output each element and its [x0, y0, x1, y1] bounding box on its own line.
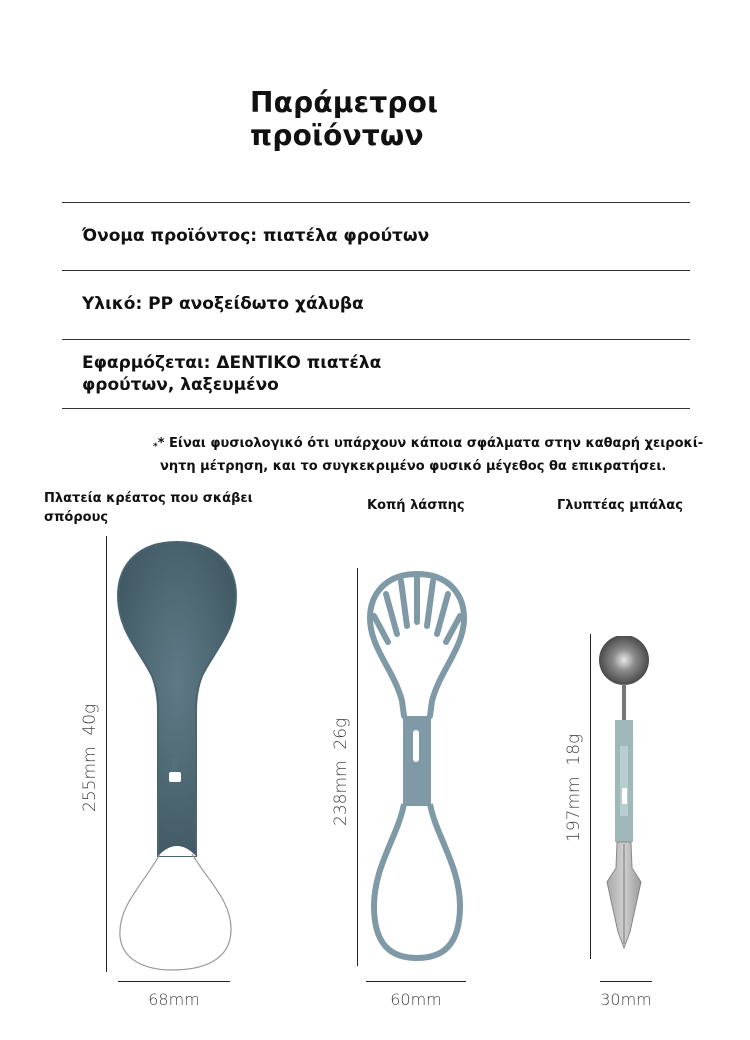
blade [401, 581, 407, 626]
weight-value: 26g [331, 717, 351, 750]
scoop-body [118, 542, 236, 856]
slicer-frame-left [370, 574, 417, 716]
divider [62, 339, 690, 340]
length-value: 238mm [331, 760, 351, 826]
weight-value: 40g [80, 703, 100, 736]
product-label-seed-scoop [44, 489, 253, 527]
product-name-line-1: Πλατεία κρέατος που σκάβει [44, 491, 253, 506]
width-dimension-line [366, 981, 466, 982]
seed-scoop-image [112, 536, 242, 976]
title-line-2: προϊόντων [250, 119, 424, 152]
length-value: 255mm [80, 746, 100, 812]
spec-application [82, 352, 381, 396]
slicer-frame-right [417, 574, 464, 716]
width-label: 68mm [148, 990, 200, 1009]
blade [437, 594, 448, 634]
measurement-note [153, 434, 750, 476]
note-line-2: νητη μέτρηση, και το συγκεκριμένο φυσικό μέγεθος θα επικρατήσει. [160, 459, 667, 474]
slicer-image [362, 566, 472, 976]
blade [386, 594, 397, 634]
blade [427, 581, 433, 626]
spec-application-line-1: Εφαρμόζεται: ΔΕΝΤΙΚΟ πιατέλα [82, 353, 382, 373]
handle-slot [413, 730, 419, 762]
width-dimension-line [118, 981, 230, 982]
length-weight-label [564, 734, 584, 842]
ball-sculptor-image [596, 636, 656, 976]
spec-application-line-2: φρούτων, λαξευμένο [82, 375, 279, 395]
wire-loop [120, 854, 231, 970]
slot-hole [169, 772, 181, 782]
length-weight-label [80, 704, 100, 812]
height-dimension-line [106, 536, 107, 972]
length-value: 197mm [564, 776, 584, 842]
height-dimension-line [357, 568, 358, 966]
divider [62, 408, 690, 409]
scoop-bowl [599, 636, 649, 685]
product-label-ball-sculptor: Γλυπτέας μπάλας [557, 498, 683, 513]
slot-tab [172, 758, 178, 770]
spec-material: Υλικό: PP ανοξείδωτο χάλυβα [82, 294, 364, 314]
handle-slot [622, 788, 627, 804]
weight-value: 18g [564, 733, 584, 766]
title-line-1: Παράμετροι [250, 86, 439, 119]
handle-recess [620, 746, 628, 816]
spec-product-name: Όνομα προϊόντος: πιατέλα φρούτων [82, 226, 430, 246]
note-line-1: * Είναι φυσιολογικό ότι υπάρχουν κάποια σφάλματα στην καθαρή χειροκί- [157, 436, 704, 451]
stem [622, 684, 626, 720]
divider [62, 270, 690, 271]
width-dimension-line [600, 981, 652, 982]
divider [62, 202, 690, 203]
page-title [250, 86, 438, 152]
slicer-loop [374, 804, 460, 958]
length-weight-label [331, 718, 351, 826]
asterisk-icon: * [153, 442, 158, 452]
width-label: 60mm [390, 990, 442, 1009]
product-name-line-2: σπόρους [44, 510, 109, 525]
width-label: 30mm [600, 990, 652, 1009]
height-dimension-line [590, 634, 591, 959]
product-label-slicer: Κοπή λάσπης [367, 498, 465, 513]
